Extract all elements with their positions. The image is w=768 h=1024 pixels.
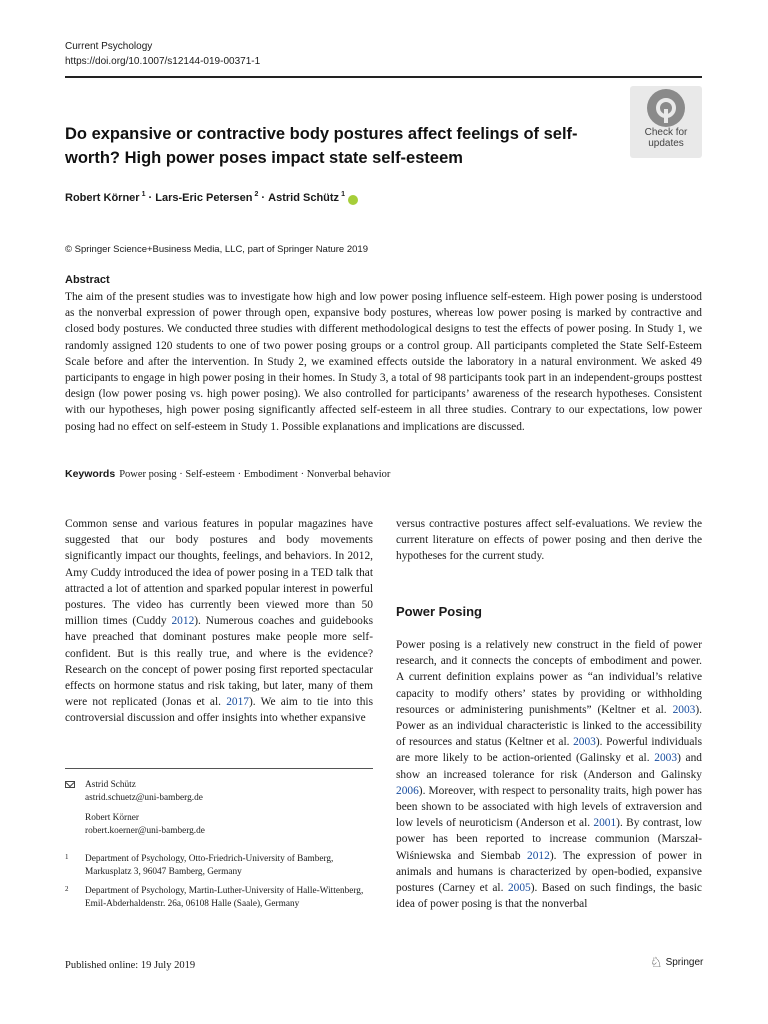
author-affiliation-sup: 1 bbox=[141, 191, 146, 198]
doi-link[interactable]: https://doi.org/10.1007/s12144-019-00371-1 bbox=[65, 56, 261, 67]
citation-link[interactable]: 2001 bbox=[593, 817, 617, 830]
author-name[interactable]: Astrid Schütz bbox=[268, 192, 340, 204]
crossmark-line2: updates bbox=[648, 138, 684, 149]
copyright-line: © Springer Science+Business Media, LLC, part of Springer Nature 2019 bbox=[65, 244, 368, 255]
citation-link[interactable]: 2003 bbox=[573, 736, 596, 749]
contact-email[interactable]: astrid.schuetz@uni-bamberg.de bbox=[85, 793, 203, 803]
citation-link[interactable]: 2017 bbox=[226, 696, 249, 709]
footnote-rule bbox=[65, 768, 373, 769]
check-for-updates-badge[interactable] bbox=[630, 86, 702, 158]
body-text: ). Numerous coaches and guidebooks have preached that dominant postures make people more self-confident. But is this really true, and where is the evidence? Research on the concept of power posing first reported spectacular effects on hormone status and risk taking, but later, many of them were not replicated (Jonas et al. bbox=[65, 615, 373, 709]
publisher-logo bbox=[650, 954, 703, 971]
second-author-contact bbox=[85, 812, 205, 838]
author-affiliation-sup: 2 bbox=[254, 191, 259, 198]
body-text: Common sense and various features in popular magazines have suggested that our body postures and body movements significantly impact our thoughts, feelings, and behaviors. In 2012, Amy Cuddy introduced the idea of power posing in a TED talk that attracted a lot of attention and sparked popular interest in powerful postures. The video has currently been viewed more than 50 million times (Cuddy bbox=[65, 518, 373, 628]
author-name[interactable]: Robert Körner bbox=[65, 192, 140, 204]
body-text: ). The expression of power in animals and humans is characterized by open-bodied, expansive postures (Carney et al. bbox=[396, 849, 702, 895]
affiliation-number: 1 bbox=[65, 853, 69, 861]
author-name[interactable]: Lars-Eric Petersen bbox=[155, 192, 253, 204]
body-text: ). Power as an individual characteristic is linked to the accessibility of resources and status (Keltner et al. bbox=[396, 703, 702, 749]
body-column-right bbox=[396, 637, 702, 912]
publisher-name: Springer bbox=[665, 957, 704, 968]
citation-link[interactable]: 2003 bbox=[672, 703, 696, 716]
abstract-text: The aim of the present studies was to investigate how high and low power posing influence self-esteem. High power posing is understood as the nonverbal expression of power through open, expansive body postures, whereas low power posing is marked by contractive and closed body postures. We conducted three studies with different methodological designs to test the effects of power posing. In Study 1, we randomly assigned 120 students to one of two power posing groups or a control group. All participants completed the State Self-Esteem Scale before and after the intervention. In Study 2, we examined effects outside the laboratory in a natural environment. We asked 49 participants to engage in high power posing in their homes. In Study 3, a total of 98 participants took part in an independent-groups posttest design (low power posing vs. high power posing). We also controlled for participants’ awareness of the research hypotheses. Consistent with our hypotheses, high power posing significantly affected self-esteem in all three studies. Contrary to our expectations, low power posing had no effect on self-esteem in Study 1. Possible explanations and implications are discussed. bbox=[65, 291, 702, 433]
citation-link[interactable]: 2012 bbox=[527, 849, 550, 862]
body-text: ). Based on such findings, the basic idea of power posing is that the nonverbal bbox=[396, 882, 702, 911]
citation-link[interactable]: 2006 bbox=[396, 784, 419, 797]
affiliation-2 bbox=[65, 885, 373, 911]
crossmark-icon bbox=[647, 89, 685, 127]
body-text: ). We aim to tie into this controversial discussion and offer insights into whether expansive bbox=[65, 696, 373, 725]
mail-icon bbox=[65, 781, 75, 788]
corresponding-author bbox=[85, 779, 203, 805]
keywords-label: Keywords bbox=[65, 468, 116, 480]
published-date: Published online: 19 July 2019 bbox=[65, 960, 196, 971]
springer-horse-icon: ♘ bbox=[650, 954, 663, 970]
body-text: Power posing is a relatively new construct in the field of power research, and it connects the concepts of embodiment and power. A current definition explains power as “an individual’s relative capacity to modify others’ states by providing or withholding resources or administering punishments” (Keltner et al. bbox=[396, 639, 702, 716]
journal-name: Current Psychology bbox=[65, 41, 153, 52]
citation-link[interactable]: 2005 bbox=[507, 882, 531, 895]
keywords-line bbox=[65, 468, 390, 480]
paper-title: Do expansive or contractive body postures affect feelings of self-worth? High power poses impact state self-esteem bbox=[65, 125, 578, 167]
contact-email[interactable]: robert.koerner@uni-bamberg.de bbox=[85, 826, 205, 836]
body-text: ) and show an increased tolerance for risk (Anderson and Galinsky bbox=[396, 752, 702, 781]
citation-link[interactable]: 2003 bbox=[654, 752, 678, 765]
keywords-text: Power posing · Self-esteem · Embodiment · Nonverbal behavior bbox=[119, 469, 391, 480]
abstract-heading: Abstract bbox=[65, 274, 110, 286]
affiliation-text: Department of Psychology, Martin-Luther-University of Halle-Wittenberg, Emil-Abderhaldenstr. 26a, 06108 Halle (Saale), Germany bbox=[85, 886, 364, 909]
affiliation-1 bbox=[65, 853, 373, 879]
section-heading: Power Posing bbox=[396, 604, 482, 619]
author-list bbox=[65, 192, 358, 205]
body-text: ). Powerful individuals are more likely to be action-oriented (Galinsky et al. bbox=[396, 736, 703, 765]
citation-link[interactable]: 2012 bbox=[171, 615, 195, 628]
contact-name: Astrid Schütz bbox=[85, 780, 136, 790]
body-text: ). By contrast, low power has been reported to increase communion (Marszał-Wiśniewska and Siembab bbox=[396, 817, 702, 862]
crossmark-line1: Check for bbox=[644, 127, 688, 138]
body-column-right-intro: versus contractive postures affect self-evaluations. We review the current literature on effects of power posing and then derive the hypotheses for the current study. bbox=[396, 518, 702, 563]
header-rule bbox=[65, 76, 702, 78]
author-separator: · bbox=[145, 192, 156, 204]
body-column-left bbox=[65, 516, 373, 727]
contact-name: Robert Körner bbox=[85, 813, 139, 823]
body-text: ). Moreover, with respect to personality traits, high power has been shown to be associated with high levels of extraversion and low levels of neuroticism (Anderson et al. bbox=[396, 784, 702, 830]
author-separator: · bbox=[258, 192, 269, 204]
orcid-icon[interactable] bbox=[348, 195, 358, 205]
affiliation-number: 2 bbox=[65, 885, 69, 893]
author-affiliation-sup: 1 bbox=[341, 191, 345, 198]
affiliation-text: Department of Psychology, Otto-Friedrich-University of Bamberg, Markusplatz 3, 96047 Bamberg, Germany bbox=[85, 854, 334, 877]
